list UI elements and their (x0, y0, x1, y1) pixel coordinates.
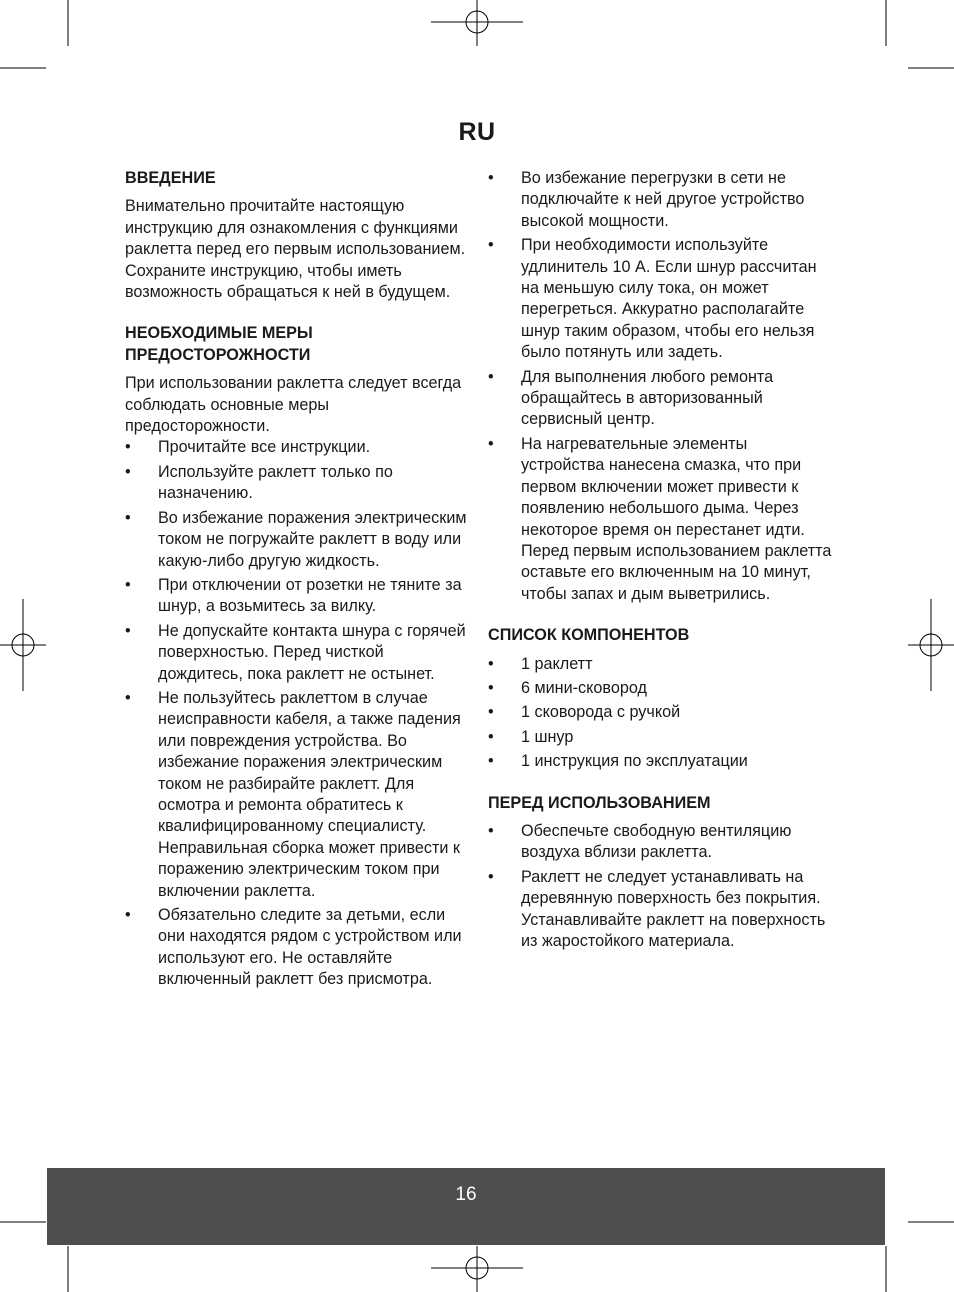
list-item: • Обеспечьте свободную вентиляцию воздуха вблизи раклетта. (488, 821, 833, 864)
precautions-continued (488, 168, 833, 605)
before-use-heading: ПЕРЕД ИСПОЛЬЗОВАНИЕМ (488, 793, 711, 812)
list-item: • 1 инструкция по эксплуатации (488, 751, 833, 772)
list-item: • При необходимости используйте удлинитель 10 А. Если шнур рассчитан на меньшую силу тока, он может перегреться. Аккуратно располагайте шнур таким образом, чтобы его нельзя было потянуть или задеть. (488, 235, 833, 363)
language-code: RU (458, 118, 496, 146)
right-column (488, 168, 833, 972)
list-item: • Во избежание перегрузки в сети не подключайте к ней другое устройство высокой мощности. (488, 168, 833, 232)
list-item: • Обязательно следите за детьми, если они находятся рядом с устройством или используют его. Не оставляйте включенный раклетт без присмотра. (125, 905, 470, 991)
list-item: • При отключении от розетки не тяните за шнур, а возьмитесь за вилку. (125, 575, 470, 618)
list-item: • Для выполнения любого ремонта обращайтесь в авторизованный сервисный центр. (488, 367, 833, 431)
intro-text: Внимательно прочитайте настоящую инструкцию для ознакомления с функциями раклетта перед его первым использованием. Сохраните инструкцию, чтобы иметь возможность обращаться к ней в будущем. (125, 197, 466, 302)
list-item: • На нагревательные элементы устройства нанесена смазка, что при первом включении может привести к появлению небольшого дыма. Через некоторое время он перестанет идти. Перед первым использованием раклетта оставьте его включенным на 10 минут, чтобы запах и дым выветрились. (488, 434, 833, 605)
components-heading: СПИСОК КОМПОНЕНТОВ (488, 626, 690, 645)
before-use-list (488, 821, 833, 952)
list-item: • 1 шнур (488, 727, 833, 748)
precautions-list-continued (488, 168, 833, 605)
intro-section (125, 168, 470, 303)
list-item: • 6 мини-сковород (488, 678, 833, 699)
list-item: • Используйте раклетт только по назначению. (125, 462, 470, 505)
footer-bar (47, 1168, 885, 1245)
components-section (488, 625, 833, 772)
list-item: • Не допускайте контакта шнура с горячей поверхностью. Перед чисткой дождитесь, пока раклетт не остынет. (125, 621, 470, 685)
precautions-text: При использовании раклетта следует всегда соблюдать основные меры предосторожности. (125, 374, 462, 436)
components-list (488, 654, 833, 773)
list-item: • 1 раклетт (488, 654, 833, 675)
left-column (125, 168, 470, 1011)
before-use-section (488, 793, 833, 953)
list-item: • Раклетт не следует устанавливать на деревянную поверхность без покрытия. Устанавливайте раклетт на поверхность из жаростойкого материала. (488, 867, 833, 953)
list-item: • Во избежание поражения электрическим током не погружайте раклетт в воду или какую-либо другую жидкость. (125, 508, 470, 572)
list-item: • Прочитайте все инструкции. (125, 437, 470, 458)
list-item: • 1 сковорода с ручкой (488, 702, 833, 723)
precautions-section (125, 323, 470, 990)
precautions-list (125, 437, 470, 990)
list-item: • Не пользуйтесь раклеттом в случае неисправности кабеля, а также падения или повреждения устройства. Во избежание поражения электрическим током не разбирайте раклетт. Для осмотра и ремонта обратитесь к квалифицированному специалисту. Неправильная сборка может привести к поражению электрическим током при включении раклетта. (125, 688, 470, 902)
page-number: 16 (455, 1184, 477, 1205)
intro-heading: ВВЕДЕНИЕ (125, 169, 216, 187)
precautions-heading: НЕОБХОДИМЫЕ МЕРЫ ПРЕДОСТОРОЖНОСТИ (125, 324, 313, 364)
